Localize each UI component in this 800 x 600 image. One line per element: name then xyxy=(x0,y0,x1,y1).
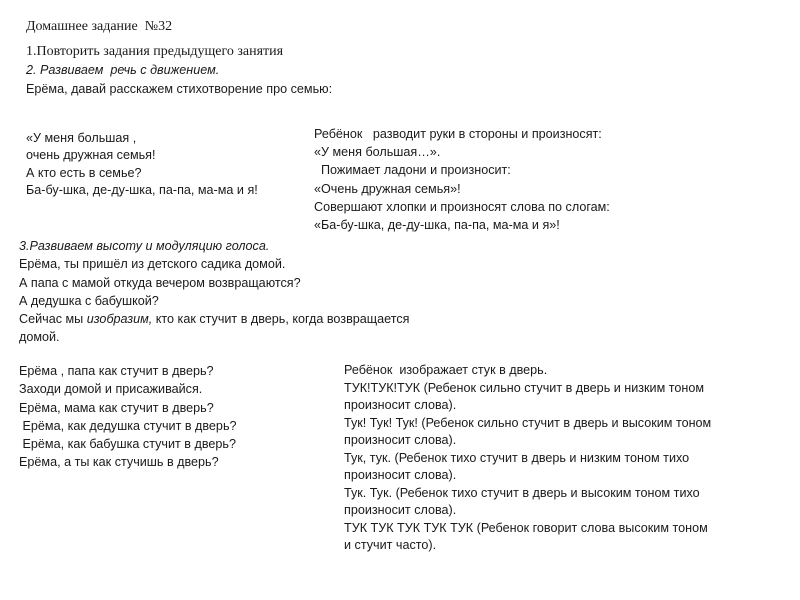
knock-line: ТУК ТУК ТУК ТУК ТУК (Ребенок говорит слова высоким тоном xyxy=(344,520,708,535)
knock-line: произносит слова). xyxy=(344,433,457,447)
knock-line: произносит слова). xyxy=(344,503,457,517)
dialogue-line: Ерёма , папа как стучит в дверь? xyxy=(19,364,214,378)
text-segment: кто как стучит в дверь, когда возвращается xyxy=(152,312,410,327)
task-3-line: Ерёма, ты пришёл из детского садика домой. xyxy=(19,257,286,272)
dialogue-line: Ерёма, мама как стучит в дверь? xyxy=(19,400,214,415)
task-3-line xyxy=(19,310,409,328)
task-3-block xyxy=(19,237,409,347)
instruction-line: Совершают хлопки и произносят слова по слогам: xyxy=(314,199,610,214)
poem-line: «У меня большая , xyxy=(26,131,137,145)
task-1-text: 1.Повторить задания предыдущего занятия xyxy=(26,44,284,59)
task-3-line: А дедушка с бабушкой? xyxy=(19,293,159,308)
dialogue-line: Заходи домой и присаживайся. xyxy=(19,382,203,397)
text-segment-italic: изобразим, xyxy=(86,312,153,327)
movement-instructions-block xyxy=(314,125,610,234)
knock-line: ТУК!ТУК!ТУК (Ребенок сильно стучит в дверь и низким тоном xyxy=(344,380,704,395)
instruction-line: «У меня большая…». xyxy=(314,145,441,160)
header-block xyxy=(26,17,332,99)
knock-line: произносит слова). xyxy=(344,468,457,482)
knock-instructions-block xyxy=(344,362,711,555)
poem-line: Ба-бу-шка, де-ду-шка, па-па, ма-ма и я! xyxy=(26,182,258,197)
knock-line: Ребёнок изображает стук в дверь. xyxy=(344,363,548,377)
text-segment: Сейчас мы xyxy=(19,312,87,327)
task-3-line: домой. xyxy=(19,330,60,345)
poem-line: А кто есть в семье? xyxy=(26,165,142,180)
instruction-line: «Очень дружная семья»! xyxy=(314,181,461,196)
knock-line: Тук, тук. (Ребенок тихо стучит в дверь и низким тоном тихо xyxy=(344,450,690,465)
knock-line: и стучит часто). xyxy=(344,538,437,552)
instruction-line: Пожимает ладони и произносит: xyxy=(314,163,511,178)
dialogue-line: Ерёма, как бабушка стучит в дверь? xyxy=(19,437,236,452)
knock-line: произносит слова). xyxy=(344,398,457,412)
instruction-line: Ребёнок разводит руки в стороны и произносят: xyxy=(314,127,602,141)
knock-line: Тук! Тук! Тук! (Ребенок сильно стучит в дверь и высоким тоном xyxy=(344,415,712,430)
intro-text: Ерёма, давай расскажем стихотворение про семью: xyxy=(26,82,333,96)
homework-title: Домашнее задание №32 xyxy=(26,19,173,34)
dialogue-line: Ерёма, а ты как стучишь в дверь? xyxy=(19,455,219,470)
task-3-line: А папа с мамой откуда вечером возвращаются? xyxy=(19,275,301,290)
dialogue-line: Ерёма, как дедушка стучит в дверь? xyxy=(19,418,237,433)
task-3-heading: 3.Развиваем высоту и модуляцию голоса. xyxy=(19,239,270,253)
instruction-line: «Ба-бу-шка, де-ду-шка, па-па, ма-ма и я»! xyxy=(314,218,560,233)
poem-block xyxy=(26,130,258,199)
knock-line: Тук. Тук. (Ребенок тихо стучит в дверь и высоким тоном тихо xyxy=(344,485,700,500)
dialogue-block xyxy=(19,362,237,472)
poem-line: очень дружная семья! xyxy=(26,148,156,163)
task-2-text: 2. Развиваем речь с движением. xyxy=(26,63,220,77)
